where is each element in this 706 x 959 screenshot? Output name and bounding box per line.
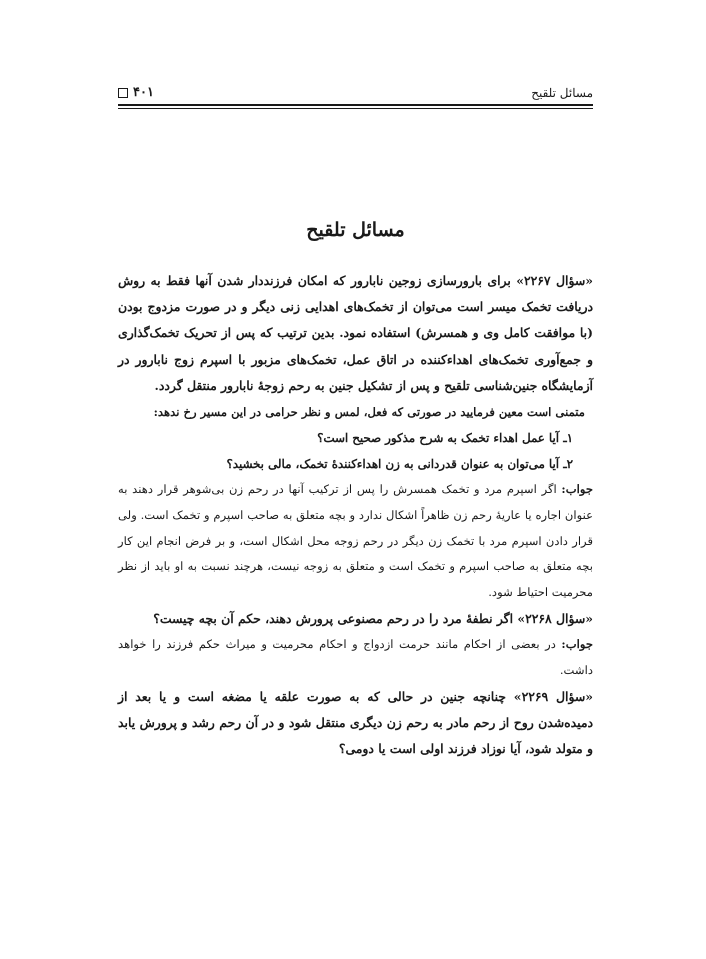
- square-bullet-icon: [118, 88, 128, 98]
- answer-2268-text: در بعضی از احکام مانند حرمت ازدواج و احکام محرمیت و میراث حکم فرزند را خواهد داشت.: [118, 637, 593, 677]
- answer-label: جواب:: [561, 637, 593, 652]
- body-text: [118, 268, 593, 762]
- page-number-group: [118, 85, 154, 100]
- question-2267-item-1: ۱ـ آیا عمل اهداء تخمک به شرح مذکور صحیح است؟: [317, 431, 573, 446]
- page-number: ۴۰۱: [133, 85, 154, 100]
- answer-2267: [118, 477, 593, 606]
- question-2268: «سؤال ۲۲۶۸» اگر نطفهٔ مرد را در رحم مصنوعی پرورش دهند، حکم آن بچه چیست؟: [153, 611, 593, 626]
- section-title: مسائل تلقیح: [306, 219, 405, 241]
- answer-2267-text: اگر اسپرم مرد و تخمک همسرش را پس از ترکیب آنها در رحم زن بی‌شوهر قرار دهند به عنوان اجاره یا عاریهٔ رحم زن ظاهراً اشکال ندارد و بچه متعلق به صاحب اسپرم و تخمک است. ولی قرار دادن اسپرم مرد با تخمک زن دیگر در رحم زوجه محل اشکال است، و بر فرض انجام این کار بچه متعلق به صاحب اسپرم و تخمک است و متعلق به زوجه نیست، هرچند نسبت به او باید از نظر محرمیت احتیاط شود.: [118, 482, 593, 600]
- question-2267-item-2: ۲ـ آیا می‌توان به عنوان قدردانی به زن اهداءکنندهٔ تخمک، مالی بخشید؟: [226, 457, 573, 472]
- answer-label: جواب:: [561, 482, 593, 497]
- question-2269: «سؤال ۲۲۶۹» چنانچه جنین در حالی که به صورت علقه یا مضغه است و یا بعد از دمیده‌شدن روح از رحم مادر به رحم زن دیگری منتقل شود و در آن رحم رشد و پرورش یابد و متولد شود، آیا نوزاد فرزند اولی است یا دومی؟: [118, 688, 593, 757]
- question-2267: «سؤال ۲۲۶۷» برای بارورسازی زوجین نابارور که امکان فرزنددار شدن آنها فقط به روش دریافت تخمک میسر است می‌توان از تخمک‌های اهدایی زنی دیگر و در صورت مزدوج بودن (با موافقت کامل وی و همسرش) استفاده نمود. بدین ترتیب که پس از تحریک تخمک‌گذاری و جمع‌آوری تخمک‌های اهداءکننده در اتاق عمل، تخمک‌های مزبور با اسپرم زوج نابارور در آزمایشگاه جنین‌شناسی تلقیح و پس از تشکیل جنین به رحم زوجهٔ نابارور منتقل گردد.: [118, 273, 593, 393]
- question-2267-note: متمنی است معین فرمایید در صورتی که فعل، لمس و نظر حرامی در این مسیر رخ ندهد:: [153, 405, 585, 420]
- running-header-title: مسائل تلقیح: [531, 86, 593, 100]
- answer-2268: [118, 632, 593, 684]
- header-rule-thick: [118, 104, 593, 106]
- header-rule-thin: [118, 108, 593, 109]
- running-header: [118, 78, 593, 100]
